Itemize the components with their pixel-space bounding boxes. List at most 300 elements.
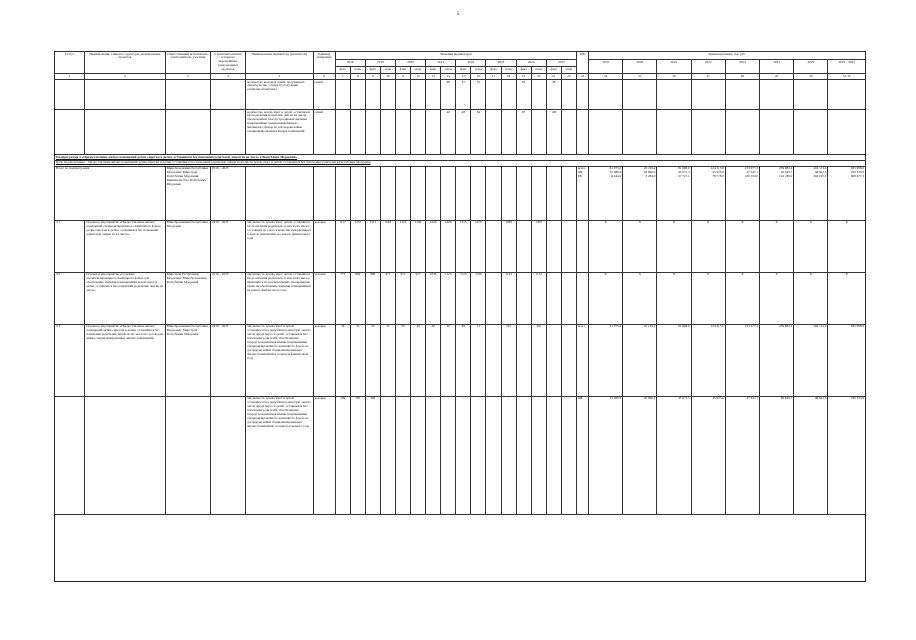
header-financing-year: 2021 [657, 60, 691, 74]
indicator-value-cell: 1196 [411, 220, 426, 272]
header-plan-fact: план [380, 67, 395, 74]
total-financing-cell [657, 166, 691, 220]
indicator-value-cell [365, 110, 380, 155]
column-number: 26 [657, 74, 691, 80]
indicator-value-cell [546, 272, 561, 324]
indicator-value-cell: 1643 [426, 220, 441, 272]
indicator-value-cell: 87 [516, 110, 531, 155]
indicator-value-cell: 40 [456, 110, 471, 155]
indicator-value-cell: 1134 [501, 272, 516, 324]
indicator-value-cell: 889 [350, 272, 365, 324]
financing-value-cell: 43 971,3 [657, 396, 691, 514]
financing-value: 78 778,0 [712, 174, 724, 179]
total-financing-cell [794, 166, 828, 220]
header-plan-fact: факт [335, 67, 350, 74]
indicator-value-cell [561, 272, 576, 324]
indicator-value-cell: - [561, 396, 576, 514]
indicator-value-cell [395, 80, 410, 110]
header-plan-fact: план [501, 67, 516, 74]
indicator-value-cell: 88 [456, 324, 471, 396]
indicator-value-cell: 1312 [365, 220, 380, 272]
measure-row [55, 324, 866, 396]
column-number: 19 [516, 74, 531, 80]
financing-cell [725, 110, 759, 155]
indicator-value-cell [501, 110, 516, 155]
empty-cell [501, 166, 516, 220]
indicator-value-cell [380, 80, 395, 110]
financing-value-cell: 49 645,7 [760, 396, 794, 514]
total-name: Всего по подпрограмме [55, 166, 166, 220]
header-name: Наименование элемента структуры, региональных проектов [85, 52, 165, 74]
indicator-value-cell: 977 [395, 272, 410, 324]
measure-deadline: 2019 – 2025 [210, 220, 245, 272]
indicator-value-cell [486, 324, 501, 396]
indicator-value-cell: 85 [516, 80, 531, 110]
measure-unit: человек [313, 324, 335, 396]
financing-value-cell: 239 982,4 [760, 324, 794, 396]
financing-value-cell: 61 075,0 [589, 324, 623, 396]
total-financing-cell [589, 166, 623, 220]
measure-unit: человек [313, 220, 335, 272]
financing-value-cell: 204 113,4 [794, 324, 828, 396]
indicator-value-cell [411, 110, 426, 155]
financing-value-cell: X [725, 220, 759, 272]
column-number: 21 [546, 74, 561, 80]
empty-cell [456, 166, 471, 220]
fund-code: всего [577, 166, 586, 171]
indicator-value-cell: - [411, 396, 426, 514]
financing-cell [657, 110, 691, 155]
financing-value-cell: 124 215,0 [691, 324, 725, 396]
header-kbk: ЦФ [576, 52, 588, 74]
header-deadline: Сроки выполнения основного мероприятия, региональных проектов [210, 52, 245, 74]
indicator-value-cell: 977 [411, 272, 426, 324]
financing-value: 204 113,4 [813, 166, 827, 171]
header-plan-fact: план [441, 67, 456, 74]
indicator-value-cell [350, 80, 365, 110]
empty-cell [313, 166, 335, 220]
responsible-cell [165, 110, 210, 155]
header-indicator-year: 2024 [516, 60, 546, 67]
indicator-value-cell: - [456, 396, 471, 514]
indicator-value-cell: 452 [531, 324, 546, 396]
financing-value: 3 284,0 [645, 174, 656, 179]
deadline-cell [210, 80, 245, 110]
header-plan-fact: план [561, 67, 576, 74]
indicator-value-cell [486, 396, 501, 514]
financing-value-cell: 20 846,2 [623, 396, 657, 514]
financing-value-cell: 153 977,2 [725, 324, 759, 396]
indicator-value-cell: - [471, 396, 486, 514]
header-indicator-year: 2022 [456, 60, 486, 67]
indicator-value-cell: 25 [380, 324, 395, 396]
indicator-value-cell [516, 324, 531, 396]
header-plan-fact: план [531, 67, 546, 74]
empty-cell [411, 166, 426, 220]
financing-value-cell: X [828, 220, 866, 272]
indicator-value-cell [561, 220, 576, 272]
financing-value-cell: X [725, 272, 759, 324]
total-kbk-cell [576, 166, 588, 220]
indicator-value-cell: 1252 [350, 220, 365, 272]
column-number: 4 [210, 74, 245, 80]
measure-responsible [165, 396, 210, 514]
financing-value: 124 215,0 [710, 166, 724, 171]
name-cell [85, 110, 165, 155]
header-financing-year: 2024 [760, 60, 794, 74]
indicator-value-cell [516, 396, 531, 514]
measure-name: Основное мероприятие «Предоставление жилых помещений специализированного жилищного фонда детям-сиротам и детям, оставшимся без попечения родителей, лицам из их числа» [85, 220, 165, 272]
financing-value-cell: 45 219,2 [623, 324, 657, 396]
empty-cell [471, 166, 486, 220]
total-deadline: 2019 – 2025 [210, 166, 245, 220]
column-number: 27 [691, 74, 725, 80]
column-number: 5 [246, 74, 313, 80]
indicator-value-cell: 36 [335, 324, 350, 396]
indicator-value-cell [531, 80, 546, 110]
measure-indicator: численность детей-сирот и детей, оставшихся без попечения родителей, лиц из числа детей-сирот и детей, оставшихся без попечения родителей, обеспеченных благоустроенными жилыми помещениями специализированного жилищного фонда по договорам найма специализированных жилых помещений, на конец отчетного года [246, 396, 313, 514]
empty-cell [335, 166, 350, 220]
measure-kbk [576, 272, 588, 324]
financing-value: 61 075,0 [609, 166, 622, 171]
total-financing-cell [828, 166, 866, 220]
empty-cell [395, 166, 410, 220]
financing-value: 608 477,3 [850, 174, 864, 179]
status-cell [55, 110, 85, 155]
indicator-value-cell [365, 80, 380, 110]
measure-indicator: численность детей-сирот и детей, оставшихся без попечения родителей, лиц из числа детей-сирот и детей, оставшихся без попечения родителей, обеспеченных благоустроенными жилыми помещениями специализированного жилищного фонда по договорам найма специализированных жилых помещений в отчетном финансовом году [246, 324, 313, 396]
financing-value: 25 689,9 [609, 170, 622, 175]
indicator-value-cell [546, 324, 561, 396]
empty-cell [561, 166, 576, 220]
column-number: 31-32 [828, 74, 866, 80]
financing-cell [828, 80, 866, 110]
indicator-value-cell: 47 [456, 80, 471, 110]
column-number: 25 [623, 74, 657, 80]
continuation-row [55, 110, 866, 155]
indicator-value-cell: 56 [395, 324, 410, 396]
financing-value: 48 641,5 [814, 170, 827, 175]
deadline-cell [210, 110, 245, 155]
indicator-value-cell: - [531, 396, 546, 514]
financing-value-cell: X [794, 220, 828, 272]
measure-responsible: Минобразования Республики Мордовия; Минстрой Республики Мордовия [165, 324, 210, 396]
indicator-value-cell: 40 [441, 110, 456, 155]
header-financing-year: 2022 [691, 60, 725, 74]
financing-value-cell: X [760, 272, 794, 324]
program-table [54, 51, 866, 515]
financing-value: 37 727,1 [678, 174, 690, 179]
measure-deadline [210, 396, 245, 514]
header-responsible: Ответственный исполнитель, соисполнитель, участник [165, 52, 210, 74]
total-financing-cell [691, 166, 725, 220]
indicator-value-cell: 249 [335, 396, 350, 514]
financing-value: 20 846,2 [643, 170, 656, 175]
financing-value-cell: X [589, 220, 623, 272]
financing-value: 6 444,0 [611, 174, 622, 179]
indicator-value-cell: 48 [441, 80, 456, 110]
kbk-cell [576, 110, 588, 155]
financing-value-cell: X [623, 272, 657, 324]
header-plan-fact: факт [486, 67, 501, 74]
indicator-value-cell: - [395, 396, 410, 514]
financing-value: 239 982,4 [779, 166, 793, 171]
column-number: 24 [589, 74, 623, 80]
measure-number: 3.2 [55, 272, 85, 324]
column-number: 3 [165, 74, 210, 80]
financing-cell [760, 80, 794, 110]
financing-cell [589, 80, 623, 110]
indicator-value-cell [561, 80, 576, 110]
financing-value-cell: X [691, 272, 725, 324]
unit-cell: семей [313, 110, 335, 155]
header-status: Статус [55, 52, 85, 74]
total-row [55, 166, 866, 220]
column-number: 15 [456, 74, 471, 80]
column-number: 14 [441, 74, 456, 80]
header-financing-year: 2023 [725, 60, 759, 74]
indicator-cell: количество молодых семей, получивших свидетельство о праве на получение социальной выплаты [246, 80, 313, 110]
column-number: 23 [576, 74, 588, 80]
header-indicator-year: 2025 [546, 60, 576, 67]
financing-cell [589, 110, 623, 155]
financing-value: 945 998,6 [850, 166, 864, 171]
column-number: 7 [335, 74, 350, 80]
fund-code: ФБ [577, 170, 583, 175]
financing-cell [794, 80, 828, 110]
column-number: 29 [760, 74, 794, 80]
financing-value-cell: X [657, 220, 691, 272]
financing-value-cell: X [657, 272, 691, 324]
financing-value-cell: 81 696,0 [657, 324, 691, 396]
column-number: 6 [313, 74, 335, 80]
financing-value: 153 977,2 [744, 166, 759, 171]
indicator-value-cell: 283 [365, 396, 380, 514]
header-plan-fact: факт [426, 67, 441, 74]
measure-name [85, 396, 165, 514]
financing-cell [691, 80, 725, 110]
header-plan-fact: план [471, 67, 486, 74]
indicator-value-cell [516, 220, 531, 272]
kbk-cell [576, 80, 588, 110]
indicator-value-cell: 1043 [426, 272, 441, 324]
financing-value-cell: X [760, 220, 794, 272]
financing-value: 45 923,0 [712, 170, 724, 175]
indicator-cell: количество детей-сирот и детей, оставшихся без попечения родителей, лиц из их числа, обеспеченных благоустроенными жилыми помещениями специализированного жилищного фонда по договорам найма специализированных жилых помещений [246, 110, 313, 155]
empty-cell [246, 166, 313, 220]
financing-value: 106 332,0 [744, 174, 759, 179]
empty-cell [516, 166, 531, 220]
indicator-value-cell: 34 [350, 324, 365, 396]
financing-value-cell: X [623, 220, 657, 272]
column-number: 18 [501, 74, 516, 80]
subprogram-goal: Цель подпрограммы – предоставление жилых помещений детям-сиротам и детям, оставшимся без попечения родителей, лицам из их числа детей-сирот и детей, оставшихся без попечения родителей в Республике Мордовия [55, 160, 866, 166]
column-number: 12 [411, 74, 426, 80]
indicator-value-cell: - [380, 396, 395, 514]
empty-cell [380, 166, 395, 220]
measure-responsible: Минобразования Республики Мордовия [165, 220, 210, 272]
indicator-value-cell: 34 [365, 324, 380, 396]
column-number: 13 [426, 74, 441, 80]
header-plan-fact: факт [516, 67, 531, 74]
subprogram-title: Подпрограмма 3 «Предоставление жилых помещений детям-сиротам и детям, оставшимся без попечения родителей, лицам из их числа в Республике Мордовия» [55, 155, 866, 161]
continuation-row [55, 80, 866, 110]
header-indicator-year: 2019 [365, 60, 395, 67]
indicator-value-cell [546, 396, 561, 514]
financing-cell [725, 80, 759, 110]
financing-value-cell: X [828, 272, 866, 324]
name-cell [85, 80, 165, 110]
financing-value: 204 105,1 [813, 174, 827, 179]
total-financing-cell [725, 166, 759, 220]
header-financing: Финансирование, тыс.руб. [589, 52, 866, 60]
financing-value: 45 219,2 [643, 166, 656, 171]
column-number: 10 [380, 74, 395, 80]
measure-deadline: 2019 – 2025 [210, 324, 245, 396]
measure-kbk: ФБ [576, 396, 588, 514]
financing-value-cell: 47 647,1 [725, 396, 759, 514]
header-plan-fact: факт [546, 67, 561, 74]
header-plan-fact: факт [456, 67, 471, 74]
indicator-value-cell: 1455 [456, 220, 471, 272]
column-number: 8 [350, 74, 365, 80]
financing-value: 49 645,7 [780, 170, 793, 175]
financing-value: 81 696,0 [678, 166, 690, 171]
header-plan-fact: факт [395, 67, 410, 74]
column-number: 11 [395, 74, 410, 80]
total-responsible: Минобразования Республики Мордовия; Минстрой Республики Мордовия; Минимущество Республики Мордовия [165, 166, 210, 220]
column-number: 30 [794, 74, 828, 80]
page-number: 5 [456, 12, 460, 17]
measure-row [55, 272, 866, 324]
indicator-value-cell [486, 272, 501, 324]
measure-number [55, 396, 85, 514]
measure-responsible: Минстрой Республики Мордовия; Минобразования Республики Мордовия [165, 272, 210, 324]
financing-value-cell: 239 333,9 [828, 396, 866, 514]
measure-kbk [576, 220, 588, 272]
total-financing-cell [760, 166, 794, 220]
indicator-value-cell: 1288 [501, 220, 516, 272]
indicator-value-cell: 777 [335, 272, 350, 324]
header-indicator-year: 2023 [486, 60, 516, 67]
header-indicator: Наименование индикатора (показателя) [246, 52, 313, 74]
financing-value-cell: X [794, 272, 828, 324]
status-cell [55, 80, 85, 110]
indicator-value-cell [561, 110, 576, 155]
indicator-value-cell: 1406 [441, 220, 456, 272]
indicator-value-cell [426, 80, 441, 110]
empty-cell [365, 166, 380, 220]
measure-number: 3.1 [55, 220, 85, 272]
measure-name: Основное мероприятие «Предоставление жилых помещений детям-сиротам и детям, оставшимся без попечения родителей, лицам из их числа по договорам найма специализированных жилых помещений» [85, 324, 165, 396]
column-number: 17 [486, 74, 501, 80]
financing-cell [828, 110, 866, 155]
empty-cell [546, 166, 561, 220]
indicator-value-cell: 1310 [395, 220, 410, 272]
financing-cell [623, 80, 657, 110]
indicator-value-cell: 1497 [531, 220, 546, 272]
indicator-value-cell: 64 [471, 110, 486, 155]
financing-value-cell: 45 923,0 [691, 396, 725, 514]
measure-row [55, 220, 866, 272]
indicator-value-cell: 201 [501, 324, 516, 396]
column-number: 2 [85, 74, 165, 80]
financing-value: 43 971,3 [678, 170, 690, 175]
financing-cell [623, 110, 657, 155]
measure-kbk: всего [576, 324, 588, 396]
indicator-value-cell [335, 110, 350, 155]
indicator-value-cell: 38 [546, 80, 561, 110]
indicator-value-cell [426, 110, 441, 155]
header-row-1 [55, 52, 866, 60]
indicator-value-cell [486, 220, 501, 272]
indicator-value-cell [486, 80, 501, 110]
measure-indicator: численность детей-сирот, детей, оставшихся без попечения родителей, и лиц из их числа, состоящих на учете в качестве нуждающихся в жилом помещении, на начало финансового года [246, 220, 313, 272]
indicator-value-cell: - [501, 396, 516, 514]
financing-cell [691, 110, 725, 155]
responsible-cell [165, 80, 210, 110]
financing-value-cell: 945 998,6 [828, 324, 866, 396]
header-financing-year: 2019 – 2025 [828, 60, 866, 74]
indicator-value-cell [531, 110, 546, 155]
header-plan-fact: план [350, 67, 365, 74]
empty-cell [350, 166, 365, 220]
indicator-value-cell: 48 [426, 324, 441, 396]
measure-unit: человек [313, 396, 335, 514]
fund-code: РБ [577, 174, 582, 179]
column-number: 20 [531, 74, 546, 80]
indicator-value-cell: 1152 [531, 272, 546, 324]
measure-unit: человек [313, 272, 335, 324]
unit-cell: семей [313, 80, 335, 110]
total-financing-cell [623, 166, 657, 220]
column-number: 28 [725, 74, 759, 80]
header-plan-fact: план [411, 67, 426, 74]
indicator-value-cell: 977 [380, 272, 395, 324]
indicator-value-cell [501, 80, 516, 110]
indicator-value-cell: 42 [411, 324, 426, 396]
indicator-value-cell [486, 110, 501, 155]
measure-deadline: 2019 – 2025 [210, 272, 245, 324]
financing-value-cell: 48 641,5 [794, 396, 828, 514]
indicator-value-cell: 889 [365, 272, 380, 324]
indicator-value-cell: 1470 [471, 220, 486, 272]
indicator-value-cell: 40 [441, 324, 456, 396]
indicator-value-cell: - [441, 396, 456, 514]
indicator-value-cell [546, 220, 561, 272]
measure-name: Основное мероприятие «Создание специализированного жилищного фонда для обеспечения жилыми помещениями детей-сирот и детей, оставшихся без попечения родителей, лиц из их числа» [85, 272, 165, 324]
empty-cell [531, 166, 546, 220]
financing-cell [760, 110, 794, 155]
indicator-value-cell: 1125 [441, 272, 456, 324]
header-financing-year: 2020 [623, 60, 657, 74]
indicator-value-cell: 1157 [335, 220, 350, 272]
financing-cell [794, 110, 828, 155]
empty-cell [426, 166, 441, 220]
header-indicator-values: Значения индикаторов [335, 52, 576, 60]
indicator-value-cell [516, 272, 531, 324]
header-indicator-year: 2021 [426, 60, 456, 67]
financing-value: 47 647,1 [746, 170, 759, 175]
measure-indicator: численность детей-сирот, детей, оставшихся без попечения родителей, и лиц из их числа, имеющих и не реализовавших своевременно право на обеспечение жилыми помещениями на начало финансового года [246, 272, 313, 324]
financing-cell [657, 80, 691, 110]
financing-value: 194 236,0 [779, 174, 793, 179]
financing-value-cell: X [589, 272, 623, 324]
header-financing-year: 2019 [589, 60, 623, 74]
indicator-value-cell [561, 324, 576, 396]
indicator-value-cell: 79 [471, 80, 486, 110]
column-number: 16 [471, 74, 486, 80]
